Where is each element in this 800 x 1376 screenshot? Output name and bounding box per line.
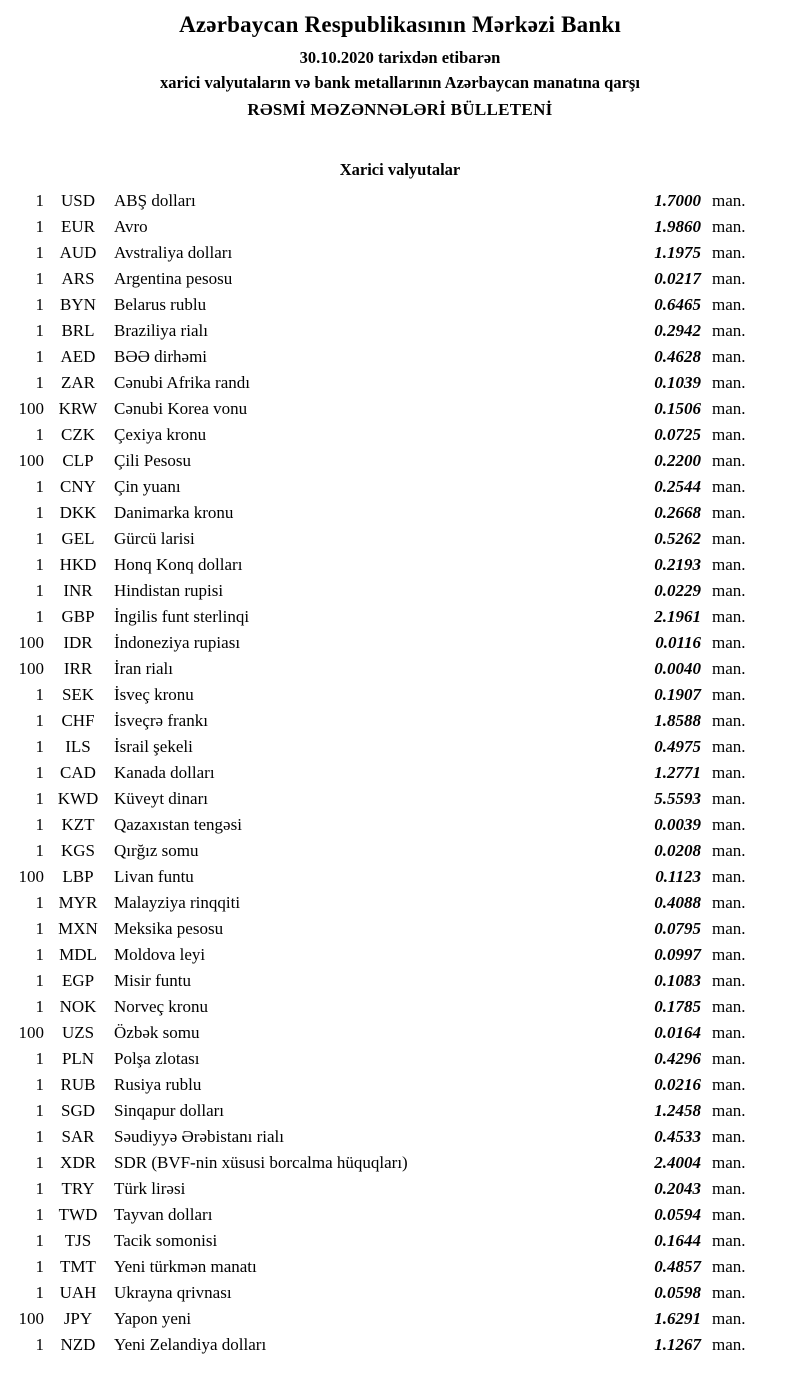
rate-row	[8, 604, 760, 630]
rate-row	[8, 1176, 760, 1202]
rate-row	[8, 526, 760, 552]
currency-code: IDR	[63, 633, 93, 652]
currency-code: KWD	[57, 789, 99, 808]
currency-code: EGP	[61, 971, 95, 990]
rate-row	[8, 578, 760, 604]
currency-code: CNY	[60, 477, 96, 496]
quantity: 100	[18, 1023, 44, 1042]
quantity: 1	[35, 217, 44, 236]
quantity: 1	[35, 945, 44, 964]
rate-value: 0.4088	[654, 893, 701, 912]
currency-name: İndoneziya rupiası	[114, 633, 241, 652]
quantity: 1	[35, 711, 44, 730]
rate-value: 0.4975	[654, 737, 701, 756]
currency-name: Sinqapur dolları	[114, 1101, 225, 1120]
currency-name: Gürcü larisi	[114, 529, 195, 548]
rate-row	[8, 344, 760, 370]
rate-value: 0.1083	[654, 971, 701, 990]
rate-row	[8, 1254, 760, 1280]
currency-name: Qırğız somu	[114, 841, 199, 860]
unit-label: man.	[712, 217, 746, 236]
quantity: 1	[35, 295, 44, 314]
quantity: 1	[35, 763, 44, 782]
quantity: 1	[35, 607, 44, 626]
currency-name: İsrail şekeli	[114, 737, 193, 756]
currency-name: Çexiya kronu	[114, 425, 207, 444]
rate-value: 0.0725	[654, 425, 701, 444]
currency-code: JPY	[63, 1309, 93, 1328]
currency-code: LBP	[62, 867, 94, 886]
unit-label: man.	[712, 1231, 746, 1250]
rate-row	[8, 1046, 760, 1072]
quantity: 100	[18, 633, 44, 652]
rate-value: 0.0116	[655, 633, 701, 652]
rate-row	[8, 942, 760, 968]
rate-row	[8, 318, 760, 344]
quantity: 1	[35, 789, 44, 808]
rate-row	[8, 396, 760, 422]
quantity: 1	[35, 997, 44, 1016]
quantity: 1	[35, 815, 44, 834]
quantity: 1	[35, 1231, 44, 1250]
quantity: 1	[35, 841, 44, 860]
rate-row	[8, 266, 760, 292]
currency-name: Tayvan dolları	[114, 1205, 213, 1224]
quantity: 1	[35, 1101, 44, 1120]
quantity: 1	[35, 737, 44, 756]
rate-value: 0.4857	[654, 1257, 701, 1276]
currency-code: TRY	[61, 1179, 95, 1198]
currency-code: KRW	[58, 399, 98, 418]
rate-row	[8, 994, 760, 1020]
currency-name: ABŞ dolları	[114, 191, 196, 210]
currency-code: GEL	[61, 529, 95, 548]
unit-label: man.	[712, 789, 746, 808]
unit-label: man.	[712, 633, 746, 652]
rate-value: 0.2043	[654, 1179, 701, 1198]
unit-label: man.	[712, 191, 746, 210]
rate-value: 0.0208	[654, 841, 701, 860]
rate-value: 0.6465	[654, 295, 701, 314]
currency-name: İngilis funt sterlinqi	[114, 607, 250, 626]
rate-value: 0.2200	[654, 451, 701, 470]
rate-value: 1.9860	[654, 217, 701, 236]
rate-row	[8, 214, 760, 240]
quantity: 1	[35, 1127, 44, 1146]
quantity: 1	[35, 347, 44, 366]
unit-label: man.	[712, 971, 746, 990]
currency-name: Tacik somonisi	[114, 1231, 218, 1250]
currency-name: SDR (BVF-nin xüsusi borcalma hüquqları)	[114, 1153, 408, 1172]
rate-row	[8, 812, 760, 838]
rate-value: 0.4628	[654, 347, 701, 366]
currency-code: TWD	[58, 1205, 98, 1224]
currency-code: RUB	[60, 1075, 96, 1094]
unit-label: man.	[712, 659, 746, 678]
currency-name: Ukrayna qrivnası	[114, 1283, 232, 1302]
currency-code: ILS	[65, 737, 91, 756]
currency-name: Braziliya rialı	[114, 321, 208, 340]
rate-value: 1.1267	[654, 1335, 701, 1354]
unit-label: man.	[712, 1335, 746, 1354]
currency-code: CAD	[60, 763, 96, 782]
unit-label: man.	[712, 425, 746, 444]
unit-label: man.	[712, 555, 746, 574]
unit-label: man.	[712, 945, 746, 964]
unit-label: man.	[712, 529, 746, 548]
quantity: 1	[35, 1335, 44, 1354]
rate-row	[8, 240, 760, 266]
currency-code: UZS	[61, 1023, 95, 1042]
rate-value: 0.0795	[654, 919, 701, 938]
quantity: 1	[35, 685, 44, 704]
unit-label: man.	[712, 607, 746, 626]
rate-value: 0.0164	[654, 1023, 701, 1042]
unit-label: man.	[712, 1101, 746, 1120]
rate-row	[8, 552, 760, 578]
quantity: 1	[35, 477, 44, 496]
unit-label: man.	[712, 997, 746, 1016]
rate-row	[8, 630, 760, 656]
quantity: 1	[35, 1075, 44, 1094]
rate-row	[8, 422, 760, 448]
rate-value: 0.2668	[654, 503, 701, 522]
currency-name: İsveçrə frankı	[114, 711, 208, 730]
currency-name: Misir funtu	[114, 971, 191, 990]
unit-label: man.	[712, 867, 746, 886]
unit-label: man.	[712, 243, 746, 262]
rate-value: 0.0216	[654, 1075, 701, 1094]
rate-value: 1.2458	[654, 1101, 701, 1120]
unit-label: man.	[712, 1283, 746, 1302]
rate-row	[8, 968, 760, 994]
currency-code: NZD	[60, 1335, 96, 1354]
currency-name: BƏƏ dirhəmi	[114, 347, 208, 366]
rate-value: 1.8588	[654, 711, 701, 730]
rate-value: 0.1123	[655, 867, 701, 886]
currency-name: Çin yuanı	[114, 477, 181, 496]
quantity: 100	[18, 867, 44, 886]
currency-code: TJS	[64, 1231, 92, 1250]
rate-row	[8, 708, 760, 734]
currency-name: Danimarka kronu	[114, 503, 234, 522]
unit-label: man.	[712, 399, 746, 418]
currency-code: MDL	[59, 945, 97, 964]
currency-name: Honq Konq dolları	[114, 555, 243, 574]
currency-name: Avstraliya dolları	[114, 243, 233, 262]
unit-label: man.	[712, 1205, 746, 1224]
rate-value: 1.7000	[654, 191, 701, 210]
currency-name: Küveyt dinarı	[114, 789, 208, 808]
currency-code: KZT	[61, 815, 95, 834]
currency-code: ZAR	[61, 373, 95, 392]
rate-value: 0.0598	[654, 1283, 701, 1302]
quantity: 1	[35, 425, 44, 444]
currency-name: Özbək somu	[114, 1023, 200, 1042]
currency-code: NOK	[59, 997, 97, 1016]
currency-name: Cənubi Korea vonu	[114, 399, 248, 418]
unit-label: man.	[712, 347, 746, 366]
currency-code: UAH	[59, 1283, 97, 1302]
rate-value: 0.1039	[654, 373, 701, 392]
unit-label: man.	[712, 815, 746, 834]
unit-label: man.	[712, 711, 746, 730]
quantity: 1	[35, 529, 44, 548]
currency-name: Argentina pesosu	[114, 269, 233, 288]
quantity: 1	[35, 1257, 44, 1276]
quantity: 1	[35, 971, 44, 990]
rate-value: 5.5593	[654, 789, 701, 808]
currency-code: TMT	[60, 1257, 96, 1276]
currency-name: Meksika pesosu	[114, 919, 224, 938]
currency-code: BYN	[60, 295, 96, 314]
rate-value: 0.5262	[654, 529, 701, 548]
rate-value: 1.6291	[654, 1309, 701, 1328]
rate-value: 0.0217	[654, 269, 701, 288]
currency-code: CZK	[61, 425, 95, 444]
unit-label: man.	[712, 321, 746, 340]
currency-code: CLP	[62, 451, 94, 470]
rate-value: 2.4004	[654, 1153, 701, 1172]
currency-name: Çili Pesosu	[114, 451, 191, 470]
currency-name: Yapon yeni	[114, 1309, 192, 1328]
section-title-foreign-currencies: Xarici valyutalar	[339, 160, 461, 179]
currency-code: AUD	[59, 243, 97, 262]
rate-row	[8, 734, 760, 760]
currency-code: GBP	[61, 607, 95, 626]
rate-value: 0.1644	[654, 1231, 701, 1250]
unit-label: man.	[712, 295, 746, 314]
rate-row	[8, 370, 760, 396]
currency-code: PLN	[61, 1049, 95, 1068]
rate-row	[8, 1202, 760, 1228]
currency-name: Cənubi Afrika randı	[114, 373, 250, 392]
rate-row	[8, 864, 760, 890]
quantity: 1	[35, 1179, 44, 1198]
rate-value: 0.0997	[654, 945, 701, 964]
currency-name: Livan funtu	[114, 867, 194, 886]
quantity: 1	[35, 1049, 44, 1068]
currency-code: SGD	[60, 1101, 95, 1120]
rate-row	[8, 682, 760, 708]
rate-value: 0.2544	[654, 477, 701, 496]
rate-row	[8, 188, 760, 214]
unit-label: man.	[712, 269, 746, 288]
rate-value: 0.0039	[654, 815, 701, 834]
effective-date-line: 30.10.2020 tarixdən etibarən	[299, 48, 501, 67]
currency-name: Səudiyyə Ərəbistanı rialı	[114, 1127, 284, 1146]
currency-name: Polşa zlotası	[114, 1049, 200, 1068]
rate-value: 1.2771	[654, 763, 701, 782]
currency-name: Yeni Zelandiya dolları	[114, 1335, 267, 1354]
unit-label: man.	[712, 1153, 746, 1172]
rates-table	[0, 188, 800, 1358]
currency-code: ARS	[61, 269, 95, 288]
quantity: 100	[18, 451, 44, 470]
quantity: 100	[18, 399, 44, 418]
currency-name: İran rialı	[114, 659, 173, 678]
currency-code: HKD	[59, 555, 97, 574]
currency-code: SAR	[61, 1127, 95, 1146]
rate-row	[8, 890, 760, 916]
rate-row	[8, 838, 760, 864]
unit-label: man.	[712, 763, 746, 782]
unit-label: man.	[712, 1049, 746, 1068]
currency-code: AED	[60, 347, 96, 366]
rate-value: 0.0594	[654, 1205, 701, 1224]
currency-name: Belarus rublu	[114, 295, 207, 314]
quantity: 100	[18, 1309, 44, 1328]
rate-row	[8, 292, 760, 318]
currency-name: Malayziya rinqqiti	[114, 893, 241, 912]
currency-name: Kanada dolları	[114, 763, 215, 782]
unit-label: man.	[712, 1127, 746, 1146]
rate-row	[8, 1332, 760, 1358]
rate-row	[8, 474, 760, 500]
rate-row	[8, 1072, 760, 1098]
currency-name: Yeni türkmən manatı	[114, 1257, 257, 1276]
quantity: 1	[35, 1153, 44, 1172]
rate-row	[8, 1150, 760, 1176]
rate-row	[8, 448, 760, 474]
rate-value: 0.2942	[654, 321, 701, 340]
currency-code: MXN	[58, 919, 98, 938]
quantity: 1	[35, 269, 44, 288]
rate-value: 0.0229	[654, 581, 701, 600]
quantity: 1	[35, 321, 44, 340]
quantity: 1	[35, 919, 44, 938]
quantity: 1	[35, 581, 44, 600]
currency-name: Rusiya rublu	[114, 1075, 202, 1094]
quantity: 1	[35, 191, 44, 210]
rate-value: 0.1907	[654, 685, 701, 704]
currency-code: BRL	[61, 321, 95, 340]
rate-row	[8, 656, 760, 682]
quantity: 1	[35, 243, 44, 262]
currency-name: Türk lirəsi	[114, 1179, 186, 1198]
currency-name: Norveç kronu	[114, 997, 208, 1016]
rate-value: 1.1975	[654, 243, 701, 262]
quantity: 1	[35, 893, 44, 912]
currency-name: Qazaxıstan tengəsi	[114, 815, 242, 834]
rate-row	[8, 786, 760, 812]
currency-code: IRR	[63, 659, 93, 678]
unit-label: man.	[712, 685, 746, 704]
bulletin-subtitle: xarici valyutaların və bank metallarının Azərbaycan manatına qarşı	[160, 73, 640, 92]
rate-value: 0.1506	[654, 399, 701, 418]
rate-row	[8, 1020, 760, 1046]
currency-name: İsveç kronu	[114, 685, 194, 704]
rate-row	[8, 1098, 760, 1124]
currency-code: MYR	[58, 893, 98, 912]
currency-name: Moldova leyi	[114, 945, 206, 964]
currency-code: CHF	[61, 711, 95, 730]
quantity: 1	[35, 1283, 44, 1302]
rate-row	[8, 1280, 760, 1306]
rate-value: 0.2193	[654, 555, 701, 574]
unit-label: man.	[712, 477, 746, 496]
unit-label: man.	[712, 893, 746, 912]
bulletin-heading: RƏSMİ MƏZƏNNƏLƏRİ BÜLLETENİ	[247, 100, 553, 119]
rate-row	[8, 1306, 760, 1332]
quantity: 1	[35, 373, 44, 392]
quantity: 100	[18, 659, 44, 678]
unit-label: man.	[712, 841, 746, 860]
currency-name: Hindistan rupisi	[114, 581, 224, 600]
rate-value: 0.4533	[654, 1127, 701, 1146]
unit-label: man.	[712, 1309, 746, 1328]
rate-row	[8, 500, 760, 526]
quantity: 1	[35, 555, 44, 574]
currency-code: KGS	[60, 841, 95, 860]
currency-code: SEK	[61, 685, 95, 704]
quantity: 1	[35, 1205, 44, 1224]
quantity: 1	[35, 503, 44, 522]
rate-row	[8, 1228, 760, 1254]
currency-code: DKK	[59, 503, 97, 522]
rate-row	[8, 916, 760, 942]
currency-code: EUR	[61, 217, 95, 236]
unit-label: man.	[712, 581, 746, 600]
unit-label: man.	[712, 919, 746, 938]
rate-row	[8, 1124, 760, 1150]
unit-label: man.	[712, 373, 746, 392]
unit-label: man.	[712, 1023, 746, 1042]
page-title: Azərbaycan Respublikasının Mərkəzi Bankı	[179, 12, 621, 37]
unit-label: man.	[712, 737, 746, 756]
unit-label: man.	[712, 1179, 746, 1198]
rate-value: 0.0040	[654, 659, 701, 678]
rate-value: 0.4296	[654, 1049, 701, 1068]
unit-label: man.	[712, 1257, 746, 1276]
unit-label: man.	[712, 1075, 746, 1094]
currency-name: Avro	[114, 217, 148, 236]
rate-value: 0.1785	[654, 997, 701, 1016]
rate-row	[8, 760, 760, 786]
currency-code: USD	[60, 191, 95, 210]
unit-label: man.	[712, 451, 746, 470]
currency-code: XDR	[60, 1153, 96, 1172]
currency-code: INR	[63, 581, 93, 600]
unit-label: man.	[712, 503, 746, 522]
rate-value: 2.1961	[654, 607, 701, 626]
